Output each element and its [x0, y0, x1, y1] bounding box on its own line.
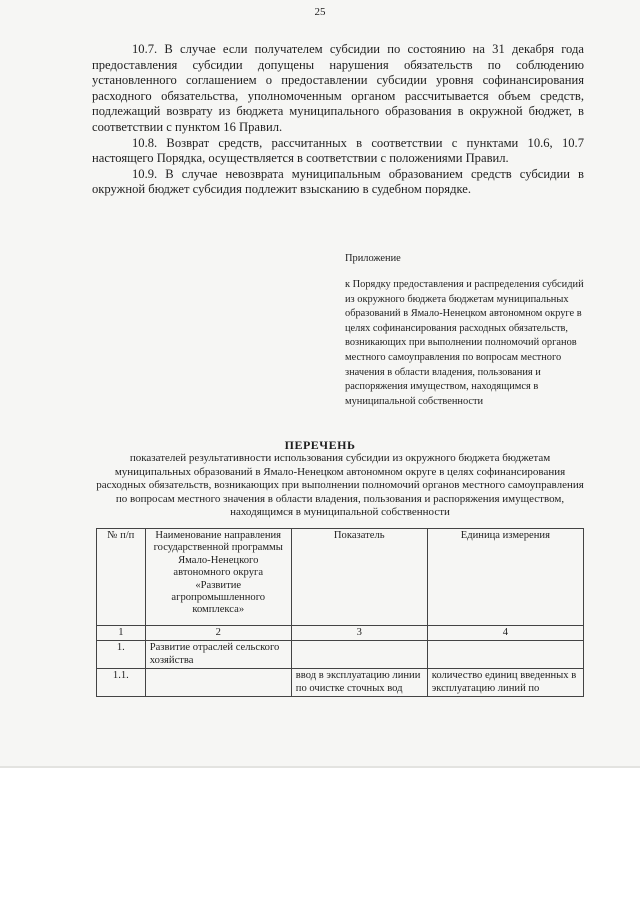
appendix-text: к Порядку предоставления и распределения субсидий из окружного бюджета бюджетам муниципальных образований в Ямало-Ненецком автономном округе в целях софинансирования расходных обязательств, возникающих при выполнении полномочий органов местного самоуправления по вопросам местного значения в области владения, пользования и распоряжения имуществом, находящимся в муниципальной собственности	[345, 279, 584, 407]
table-row	[97, 641, 584, 669]
header-unit: Единица измерения	[427, 529, 583, 626]
table-header-row	[97, 529, 584, 626]
column-number-3: 3	[291, 626, 427, 641]
row-unit: количество единиц введенных в эксплуатацию линий по	[427, 669, 583, 697]
appendix-title: Приложение	[345, 253, 401, 264]
header-direction: Наименование направления государственной программы Ямало-Ненецкого автономного округа «Развитие агропромышленного комплекса»	[145, 529, 291, 626]
row-indicator: ввод в эксплуатацию линии по очистке сточных вод	[291, 669, 427, 697]
row-number: 1.1.	[97, 669, 146, 697]
page-number: 25	[314, 6, 326, 18]
row-unit	[427, 641, 583, 669]
row-direction: Развитие отраслей сельского хозяйства	[145, 641, 291, 669]
row-direction	[145, 669, 291, 697]
column-number-row	[97, 626, 584, 641]
paragraph-10-8: 10.8. Возврат средств, рассчитанных в соответствии с пунктами 10.6, 10.7 настоящего Порядка, осуществляется в соответствии с положениями Правил.	[92, 135, 584, 166]
header-number: № п/п	[97, 529, 146, 626]
body-text	[92, 42, 584, 198]
indicators-table	[96, 528, 584, 697]
header-indicator: Показатель	[291, 529, 427, 626]
row-number: 1.	[97, 641, 146, 669]
column-number-4: 4	[427, 626, 583, 641]
list-heading: ПЕРЕЧЕНЬ	[284, 438, 356, 452]
table-row	[97, 669, 584, 697]
list-subtitle: показателей результативности использования субсидии из окружного бюджета бюджетам муниципальных образований в Ямало-Ненецком автономном округе в целях софинансирования расходных обязательств, возникающих при выполнении полномочий органов местного самоуправления по вопросам местного значения в области владения, пользования и распоряжения имуществом, находящимся в муниципальной собственности	[96, 452, 584, 519]
row-indicator	[291, 641, 427, 669]
column-number-1: 1	[97, 626, 146, 641]
scan-bottom-edge	[0, 766, 640, 768]
column-number-2: 2	[145, 626, 291, 641]
paragraph-10-7: 10.7. В случае если получателем субсидии по состоянию на 31 декабря года предоставления субсидии допущены нарушения обязательств по соблюдению установленного соглашением о предоставлении субсидии уровня софинансирования расходного обязательства, уполномоченным органом рассчитывается объем средств, подлежащий возврату из бюджета муниципального образования в окружной бюджет, в соответствии с пунктом 16 Правил.	[92, 42, 584, 134]
paragraph-10-9: 10.9. В случае невозврата муниципальным образованием средств субсидии в окружной бюджет субсидия подлежит взысканию в судебном порядке.	[92, 166, 584, 197]
